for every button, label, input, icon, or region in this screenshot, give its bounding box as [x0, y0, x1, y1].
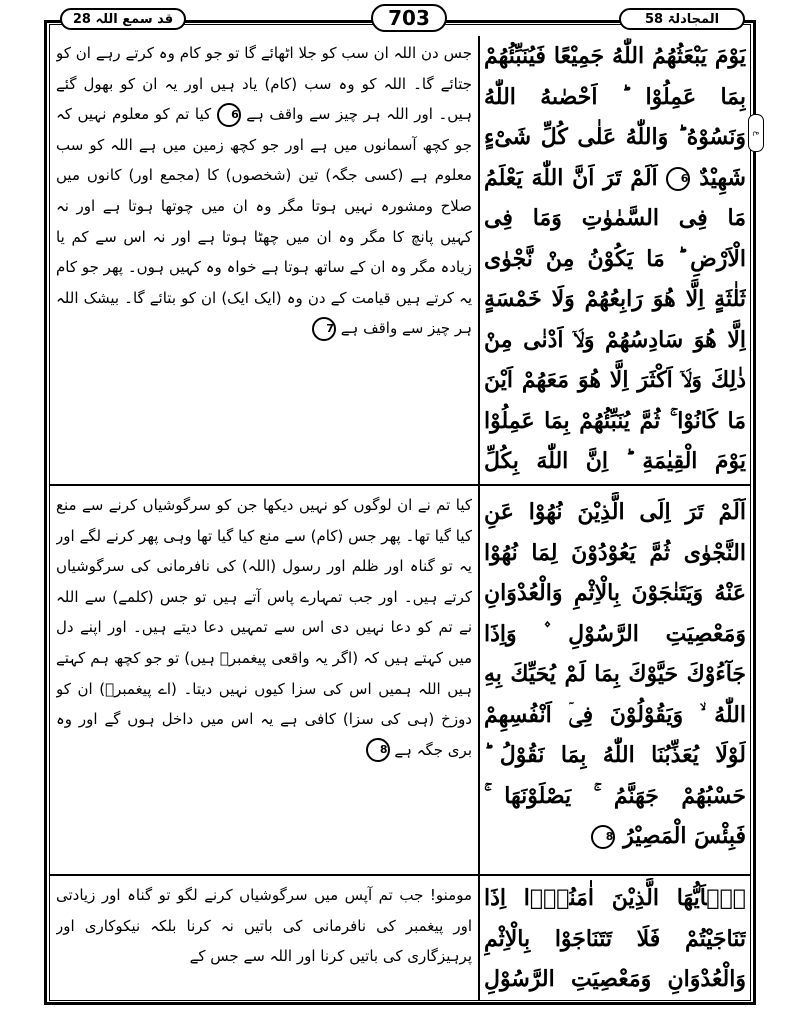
section-rule-1: [49, 484, 751, 486]
ayah-number-marker: 7: [312, 317, 336, 341]
arabic-verse-8: اَلَمْ تَرَ اِلَى الَّذِيْنَ نُهُوْا عَنِ النَّجْوٰى ثُمَّ يَعُوْدُوْنَ لِمَا نُهُوْا عَنْهُ وَيَتَنٰجَوْنَ بِالْاِثْمِ وَالْعُدْوَانِ وَمَعْصِيَتِ الرَّسُوْلِ ۫ وَاِذَا جَآءُوْكَ حَيَّوْكَ بِمَا لَمْ يُحَيِّكَ بِهِ اللّٰهُ ۙ وَيَقُوْلُوْنَ فِىۤ اَنْفُسِهِمْ لَوْلَا يُعَذِّبُنَا اللّٰهُ بِمَا نَقُوْلُ ؕ حَسْبُهُمْ جَهَنَّمُ ۚ يَصْلَوْنَهَا ۚ فَبِئْسَ الْمَصِيْرُ: [484, 499, 746, 849]
ayah-number-marker: 8: [366, 738, 390, 762]
arabic-verse-9: يٰۤاَيُّهَا الَّذِيْنَ اٰمَنُوْۤا اِذَا تَنَاجَيْتُمْ فَلَا تَتَنَاجَوْا بِالْاِثْمِ وَالْعُدْوَانِ وَمَعْصِيَتِ الرَّسُوْلِ: [484, 885, 746, 992]
ayah-number-marker: 6: [217, 103, 241, 127]
section-rule-2: [49, 874, 751, 876]
urdu-verse-7: کیا تم کو معلوم نہیں کہ جو کچھ آسمانوں میں ہے اور جو کچھ زمین میں ہے اللہ کو سب معلوم ہے (کسی جگہ) تین (شخصوں) کا (مجمع اور) کانوں میں صلاح ومشورہ نہیں ہوتا مگر وہ ان میں چوتھا ہوتا ہے اور نہ کہیں پانچ کا مگر وہ ان میں چھٹا ہوتا ہے اور نہ اس سے کم یا زیادہ مگر وہ ان کے ساتھ ہوتا ہے خواہ وہ کہیں ہوں۔ پھر جو کام یہ کرتے ہیں قیامت کے دن وہ (ایک ایک) ان کو بتائے گا۔ بیشک اللہ ہر چیز سے واقف ہے: [56, 105, 472, 338]
surah-label: المجادلۃ 58: [619, 8, 745, 30]
page-number: 703: [371, 4, 447, 32]
ayah-number-marker: 6: [666, 167, 690, 191]
arabic-text-section-2: [484, 492, 746, 872]
arabic-text-section-3: [484, 878, 746, 1000]
arabic-verse-7: اَلَمْ تَرَ اَنَّ اللّٰهَ يَعْلَمُ مَا فِى السَّمٰوٰتِ وَمَا فِى الْاَرْضِ ؕ مَا يَكُوْنُ مِنْ نَّجْوٰى ثَلٰثَةٍ اِلَّا هُوَ رَابِعُهُمْ وَلَا خَمْسَةٍ اِلَّا هُوَ سَادِسُهُمْ وَلَاۤ اَدْنٰى مِنْ ذٰلِكَ وَلَاۤ اَكْثَرَ اِلَّا هُوَ مَعَهُمْ اَيْنَ مَا كَانُوْا ۚ ثُمَّ يُنَبِّئُهُمْ بِمَا عَمِلُوْا يَوْمَ الْقِيٰمَةِ ؕ اِنَّ اللّٰهَ بِكُلِّ: [484, 164, 746, 474]
column-divider: [478, 36, 480, 1000]
urdu-translation-section-1: [56, 38, 472, 482]
urdu-verse-6: جس دن اللہ ان سب کو جلا اٹھائے گا تو جو کام وہ کرتے رہے ان کو جتائے گا۔ اللہ کو وہ سب (کام) یاد ہیں اور یہ ان کو بھول گئے ہیں۔ اور اللہ ہر چیز سے واقف ہے: [56, 44, 472, 124]
arabic-verse-6: يَوْمَ يَبْعَثُهُمُ اللّٰهُ جَمِيْعًا فَيُنَبِّئُهُمْ بِمَا عَمِلُوْا ؕ اَحْصٰىهُ اللّٰهُ وَنَسُوْهُ ؕ وَاللّٰهُ عَلٰى كُلِّ شَىْءٍ شَهِيْدٌ: [484, 43, 746, 191]
urdu-translation-section-3: [56, 880, 472, 1000]
juz-label: قد سمع اللہ 28: [60, 8, 186, 30]
urdu-verse-8: کیا تم نے ان لوگوں کو نہیں دیکھا جن کو سرگوشیاں کرنے سے منع کیا گیا تھا۔ پھر جس (کام) سے منع کیا گیا تھا وہی پھر کرنے لگے اور یہ تو گناہ اور ظلم اور رسول (اللہ) کی نافرمانی کی سرگوشیاں کرتے ہیں۔ اور جب تمہارے پاس آتے ہیں تو جس (کلمے) سے اللہ نے تم کو دعا نہیں دی اس سے تمہیں دعا دیتے ہیں۔ اور اپنے دل میں کہتے ہیں کہ (اگر یہ واقعی پیغمبرؐ ہیں) تو جو کچھ ہم کہتے ہیں اللہ ہمیں اس کی سزا کیوں نہیں دیتا۔ (اے پیغمبرؐ) ان کو دوزخ (ہی کی سزا) کافی ہے یہ اس میں داخل ہوں گے اور وہ بری جگہ ہے: [56, 496, 472, 759]
urdu-translation-section-2: [56, 490, 472, 872]
urdu-verse-9: مومنو! جب تم آپس میں سرگوشیاں کرنے لگو تو گناہ اور زیادتی اور پیغمبر کی نافرمانی کی باتیں نہ کرنا بلکہ نیکوکاری اور پرہیزگاری کی باتیں کرنا اور اللہ سے جس کے: [56, 886, 472, 966]
arabic-text-section-1: [484, 36, 746, 482]
ruku-margin-mark: ع: [748, 114, 764, 152]
ayah-number-marker: 8: [591, 825, 615, 849]
